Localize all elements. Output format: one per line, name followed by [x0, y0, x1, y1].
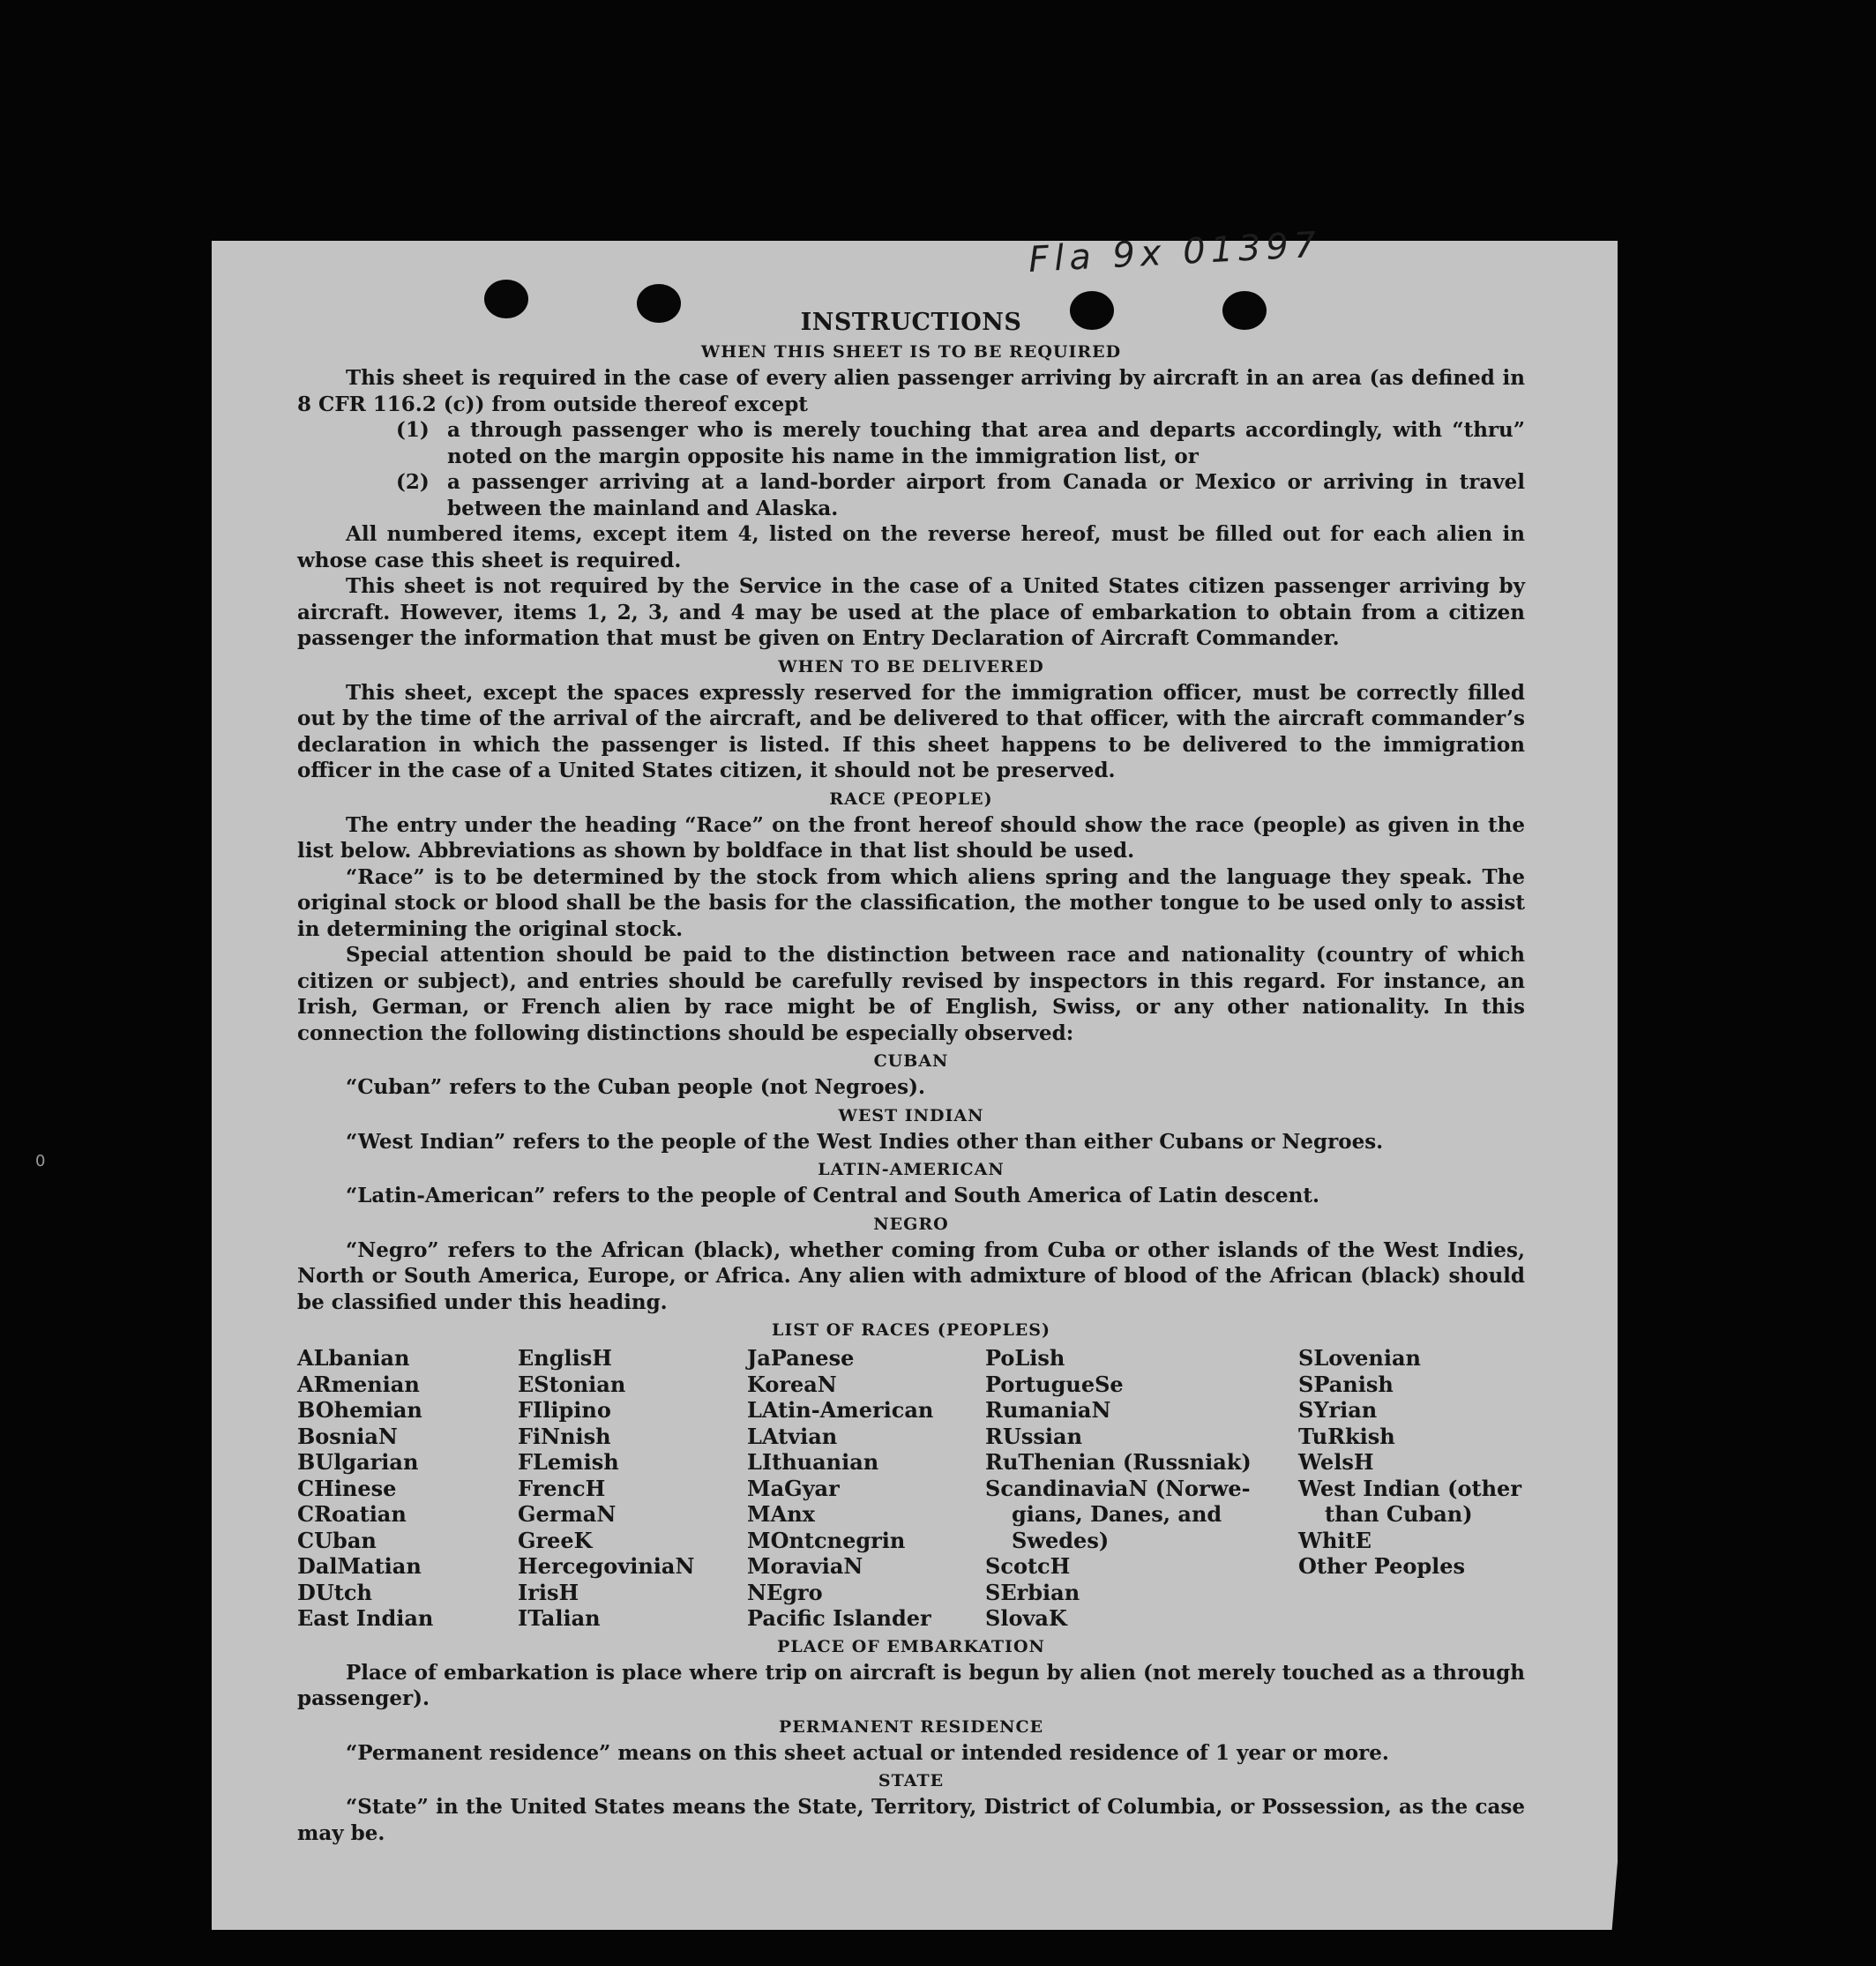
race-entry: DUtch	[297, 1579, 372, 1605]
section-heading-cuban: CUBAN	[873, 1051, 949, 1071]
section-heading-required: WHEN THIS SHEET IS TO BE REQUIRED	[700, 342, 1122, 362]
race-entry: IrisH	[518, 1579, 579, 1605]
section-heading-embarkation: PLACE OF EMBARKATION	[777, 1636, 1045, 1656]
race-entry: ARmenian	[297, 1371, 420, 1397]
race-entry: BUlgarian	[297, 1449, 419, 1475]
race-entry: MaGyar	[747, 1475, 840, 1501]
section-heading-list-of-races: LIST OF RACES (PEOPLES)	[772, 1320, 1050, 1340]
race-entry: ScandinaviaN (Norwe-	[985, 1475, 1251, 1501]
section-heading-state: STATE	[878, 1771, 945, 1790]
race-entry: West Indian (other	[1298, 1475, 1521, 1501]
race-entry: East Indian	[297, 1605, 434, 1631]
state-text: “State” in the United States means the State, Territory, District of Columbia, or Possession, as the case may be.	[297, 1795, 1525, 1845]
delivered-text: This sheet, except the spaces expressly reserved for the immigration officer, must be correctly filled out by the time of the arrival of the aircraft, and be delivered to that officer, with the aircraft commander’s declaration in which the passenger is listed. If this sheet happens to be delivered to the immigration officer in the case of a United States citizen, it should not be preserved.	[297, 680, 1525, 782]
race-entry: KoreaN	[747, 1371, 837, 1397]
race-entry: PortugueSe	[985, 1371, 1124, 1397]
race-entry: RUssian	[985, 1423, 1083, 1449]
races-list	[297, 1345, 1525, 1632]
list-item	[396, 469, 1525, 521]
race-entry: BosniaN	[297, 1423, 398, 1449]
race-entry: gians, Danes, and	[1012, 1501, 1222, 1527]
west-indian-text: “West Indian” refers to the people of the West Indies other than either Cubans or Negroes.	[346, 1129, 1384, 1154]
race-entry: CHinese	[297, 1475, 397, 1501]
exception-list	[297, 417, 1525, 521]
race-entry: GreeK	[518, 1527, 593, 1553]
document-body	[297, 309, 1525, 1846]
race-entry: RuThenian (Russniak)	[985, 1449, 1252, 1475]
document-title: INSTRUCTIONS	[800, 309, 1022, 336]
race-entry: DalMatian	[297, 1553, 422, 1579]
race-entry: MAnx	[747, 1501, 815, 1527]
race-entry: GermaN	[518, 1501, 617, 1527]
race-para-3: Special attention should be paid to the distinction between race and nationality (country of which citizen or subject), and entries should be carefully revised by inspectors in this regard. For instance, an Irish, German, or French alien by race might be of English, Swiss, or any other nationality. In this connection the following distinctions should be especially observed:	[297, 943, 1525, 1045]
races-column	[1298, 1345, 1525, 1632]
section-heading-negro: NEGRO	[873, 1214, 949, 1234]
edge-mark: 0	[35, 1152, 46, 1170]
item-text: a through passenger who is merely touching that area and departs accordingly, with “thru” noted on the margin opposite his name in the immigration list, or	[447, 418, 1525, 468]
race-entry: Other Peoples	[1298, 1553, 1466, 1579]
list-item	[396, 417, 1525, 469]
race-entry: SlovaK	[985, 1605, 1067, 1631]
race-entry: FrencH	[518, 1475, 606, 1501]
cuban-text: “Cuban” refers to the Cuban people (not Negroes).	[346, 1075, 926, 1099]
races-column	[747, 1345, 985, 1632]
race-entry: FiNnish	[518, 1423, 611, 1449]
races-column	[518, 1345, 747, 1632]
race-para-2: “Race” is to be determined by the stock from which aliens spring and the language they speak. The original stock or blood shall be the basis for the classification, the mother tongue to be used only to assist in determining the original stock.	[297, 864, 1525, 941]
race-entry: WhitE	[1298, 1527, 1371, 1553]
race-entry: SPanish	[1298, 1371, 1394, 1397]
required-para-2: All numbered items, except item 4, listed on the reverse hereof, must be filled out for each alien in whose case this sheet is required.	[297, 522, 1525, 572]
race-entry: TuRkish	[1298, 1423, 1395, 1449]
section-heading-race: RACE (PEOPLE)	[829, 789, 993, 809]
latin-american-text: “Latin-American” refers to the people of Central and South America of Latin descent.	[346, 1184, 1319, 1207]
race-entry: MOntcnegrin	[747, 1527, 906, 1553]
section-heading-west-indian: WEST INDIAN	[838, 1105, 984, 1125]
race-para-1: The entry under the heading “Race” on the front hereof should show the race (people) as given in the list below. Abbreviations as shown by boldface in that list should be used.	[297, 812, 1525, 863]
races-column	[985, 1345, 1298, 1632]
required-para-3: This sheet is not required by the Service in the case of a United States citizen passenger arriving by aircraft. However, items 1, 2, 3, and 4 may be used at the place of embarkation to obtain from a citizen passenger the information that must be given on Entry Declaration of Aircraft Commander.	[297, 574, 1525, 650]
race-entry: HercegoviniaN	[518, 1553, 695, 1579]
races-column	[297, 1345, 518, 1632]
race-entry: LAtvian	[747, 1423, 838, 1449]
negro-text: “Negro” refers to the African (black), whether coming from Cuba or other islands of the West Indies, North or South America, Europe, or Africa. Any alien with admixture of blood of the African (black) should be classified under this heading.	[297, 1237, 1525, 1314]
race-entry: Swedes)	[1012, 1527, 1110, 1553]
item-number: (1)	[396, 418, 430, 442]
race-entry: SErbian	[985, 1579, 1080, 1605]
section-heading-residence: PERMANENT RESIDENCE	[778, 1716, 1044, 1737]
race-entry: WelsH	[1298, 1449, 1374, 1475]
item-number: (2)	[396, 470, 430, 494]
race-entry: MoraviaN	[747, 1553, 863, 1579]
race-entry: ALbanian	[297, 1345, 410, 1371]
item-text: a passenger arriving at a land-border airport from Canada or Mexico or arriving in travel between the mainland and Alaska.	[447, 470, 1525, 520]
race-entry: EStonian	[518, 1371, 626, 1397]
race-entry: ScotcH	[985, 1553, 1071, 1579]
race-entry: Pacific Islander	[747, 1605, 931, 1631]
race-entry: CUban	[297, 1527, 377, 1553]
race-entry: SLovenian	[1298, 1345, 1421, 1371]
race-entry: JaPanese	[747, 1345, 855, 1371]
section-heading-latin-american: LATIN-AMERICAN	[818, 1160, 1005, 1179]
race-entry: EnglisH	[518, 1345, 612, 1371]
section-heading-delivered: WHEN TO BE DELIVERED	[778, 656, 1044, 677]
residence-text: “Permanent residence” means on this sheet actual or intended residence of 1 year or more.	[346, 1740, 1389, 1765]
race-entry: FIlipino	[518, 1397, 611, 1423]
race-entry: FLemish	[518, 1449, 619, 1475]
required-intro: This sheet is required in the case of every alien passenger arriving by aircraft in an area (as defined in 8 CFR 116.2 (c)) from outside thereof except	[297, 366, 1525, 416]
race-entry: PoLish	[985, 1345, 1065, 1371]
race-entry: NEgro	[747, 1579, 823, 1605]
race-entry: BOhemian	[297, 1397, 422, 1423]
embarkation-text: Place of embarkation is place where trip on aircraft is begun by alien (not merely touched as a through passenger).	[297, 1660, 1525, 1710]
race-entry: CRoatian	[297, 1501, 407, 1527]
race-entry: ITalian	[518, 1605, 601, 1631]
race-entry: than Cuban)	[1325, 1501, 1473, 1527]
race-entry: LAtin-American	[747, 1397, 934, 1423]
race-entry: SYrian	[1298, 1397, 1378, 1423]
race-entry: RumaniaN	[985, 1397, 1111, 1423]
handwritten-note: Fla 9x 01397	[1028, 224, 1323, 280]
race-entry: LIthuanian	[747, 1449, 879, 1475]
